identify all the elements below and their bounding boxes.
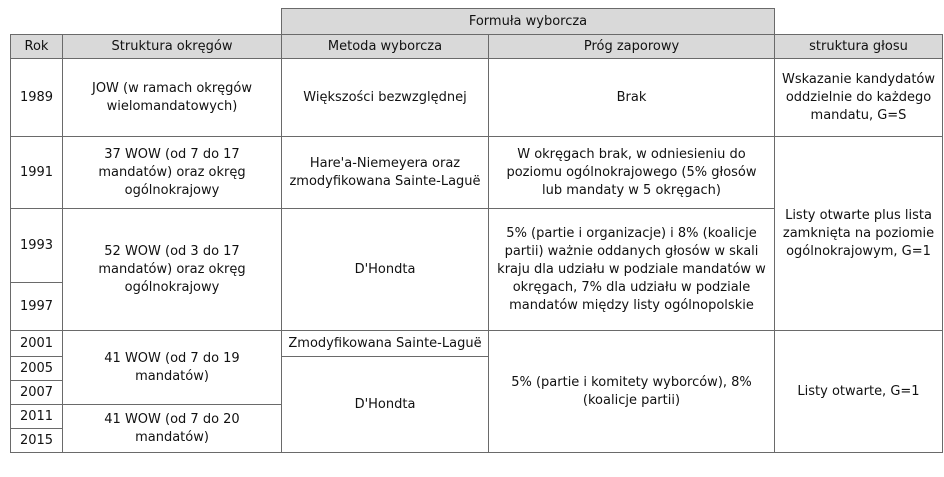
structure-cell: 37 WOW (od 7 do 17 mandatów) oraz okręg ogólnokrajowy bbox=[63, 137, 282, 209]
method-cell: Zmodyfikowana Sainte-Laguë bbox=[282, 331, 489, 357]
year-cell: 1993 bbox=[11, 209, 63, 283]
year-cell: 2011 bbox=[11, 405, 63, 429]
structure-cell: 52 WOW (od 3 do 17 mandatów) oraz okręg ogólnokrajowy bbox=[63, 209, 282, 331]
header-ballot: struktura głosu bbox=[775, 35, 943, 59]
method-cell: Hare'a-Niemeyera oraz zmodyfikowana Sainte-Laguë bbox=[282, 137, 489, 209]
method-cell: D'Hondta bbox=[282, 209, 489, 331]
empty-corner bbox=[775, 9, 943, 35]
structure-cell: 41 WOW (od 7 do 20 mandatów) bbox=[63, 405, 282, 453]
header-method: Metoda wyborcza bbox=[282, 35, 489, 59]
year-cell: 2015 bbox=[11, 429, 63, 453]
year-cell: 2001 bbox=[11, 331, 63, 357]
empty-corner bbox=[11, 9, 282, 35]
structure-cell: 41 WOW (od 7 do 19 mandatów) bbox=[63, 331, 282, 405]
year-cell: 1991 bbox=[11, 137, 63, 209]
header-year: Rok bbox=[11, 35, 63, 59]
threshold-cell: Brak bbox=[489, 59, 775, 137]
group-header-formula: Formuła wyborcza bbox=[282, 9, 775, 35]
ballot-cell: Listy otwarte plus lista zamknięta na poziomie ogólnokrajowym, G=1 bbox=[775, 137, 943, 331]
ballot-cell: Listy otwarte, G=1 bbox=[775, 331, 943, 453]
threshold-cell: 5% (partie i komitety wyborców), 8% (koalicje partii) bbox=[489, 331, 775, 453]
threshold-cell: W okręgach brak, w odniesieniu do poziomu ogólnokrajowego (5% głosów lub mandaty w 5 okręgach) bbox=[489, 137, 775, 209]
threshold-cell: 5% (partie i organizacje) i 8% (koalicje partii) ważnie oddanych głosów w skali kraju dla udziału w podziale mandatów w okręgach, 7% dla udziału w podziale mandatów między listy ogólnopolskie bbox=[489, 209, 775, 331]
header-threshold: Próg zaporowy bbox=[489, 35, 775, 59]
year-cell: 2007 bbox=[11, 381, 63, 405]
year-cell: 1997 bbox=[11, 283, 63, 331]
year-cell: 1989 bbox=[11, 59, 63, 137]
method-cell: D'Hondta bbox=[282, 357, 489, 453]
structure-cell: JOW (w ramach okręgów wielomandatowych) bbox=[63, 59, 282, 137]
electoral-formula-table bbox=[10, 8, 943, 453]
header-structure: Struktura okręgów bbox=[63, 35, 282, 59]
ballot-cell: Wskazanie kandydatów oddzielnie do każdego mandatu, G=S bbox=[775, 59, 943, 137]
year-cell: 2005 bbox=[11, 357, 63, 381]
method-cell: Większości bezwzględnej bbox=[282, 59, 489, 137]
